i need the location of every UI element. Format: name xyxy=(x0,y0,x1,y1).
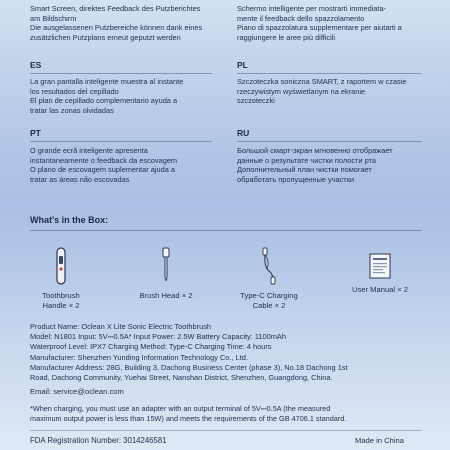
pl-line: szczoteczki xyxy=(237,96,275,106)
made-in-label: Made in China xyxy=(355,436,404,445)
box-item-brush-head xyxy=(116,247,216,301)
pt-line: instantaneamente o feedback da escovagem xyxy=(30,155,178,165)
box-item-handle xyxy=(11,247,111,311)
it-description xyxy=(237,4,427,42)
pl-description xyxy=(237,77,427,106)
spec-line: Waterproof Level: IPX7 Charging Method: Type-C Charging Time: 4 hours xyxy=(30,342,272,352)
es-line: tratar las zonas olvidadas xyxy=(30,105,114,115)
ru-line: Большой смарт-экран мгновенно отображает xyxy=(237,146,393,155)
spec-line: Manufacturer: Shenzhen Yunding Information Technology Co., Ltd. xyxy=(30,352,248,362)
spec-line: Model: N1801 Input: 5V⎓0.5A* Input Power: 2.5W Battery Capacity: 1100mAh xyxy=(30,332,286,342)
it-line: mente il feedback dello spazzolamento xyxy=(237,13,365,23)
spec-line: Manufacturer Address: 28G, Building 3, Dachong Business Center (phase 3), No.18 Dachong 1st xyxy=(30,362,348,372)
es-line: El plan de cepillado complementario ayuda a xyxy=(30,96,178,106)
pt-heading: PT xyxy=(30,128,212,142)
es-heading: ES xyxy=(30,60,212,74)
ru-heading: RU xyxy=(237,128,422,142)
fda-registration: FDA Registration Number: 3014246581 xyxy=(30,436,167,445)
note-line: *When charging, you must use an adapter with an output terminal of 5V⎓0.5A (the measured xyxy=(30,404,331,413)
pt-description xyxy=(30,146,220,184)
toothbrush-handle-icon xyxy=(54,247,68,285)
pt-line: tratar as áreas não escovadas xyxy=(30,174,130,184)
pl-heading: PL xyxy=(237,60,422,74)
it-line: raggiungere le aree più difficili xyxy=(237,32,336,42)
spec-line: Road, Dachong Community, Yuehai Street, Nanshan District, Shenzhen, Guangdong, China. xyxy=(30,373,333,383)
es-description xyxy=(30,77,220,115)
note-line: maximum output power is less than 15W) and meets the requirements of the GB 4706.1 standard. xyxy=(30,414,347,423)
it-line: Piano di spazzolatura supplementare per aiutarti a xyxy=(237,23,402,33)
de-line: Smart Screen, direktes Feedback des Putzberichtes xyxy=(30,4,201,13)
spec-line: Product Name: Oclean X Lite Sonic Electric Toothbrush xyxy=(30,322,212,331)
ru-line: Дополнительный план чистки помогает xyxy=(237,165,372,175)
de-line: am Bildschirm xyxy=(30,13,77,23)
user-manual-icon xyxy=(369,253,391,279)
de-line: Die ausgelassenen Putzbereiche können dank eines xyxy=(30,23,203,33)
pl-line: Szczoteczka soniczna SMART, z raportem w czasie xyxy=(237,77,407,86)
pl-line: rzeczywistym wyświetlanym na ekranie xyxy=(237,86,366,96)
ru-line: обработать пропущенные участки xyxy=(237,174,355,184)
cable-label-line2: Cable × 2 xyxy=(252,301,286,310)
de-line: zusätzlichen Putzplans erneut geputzt werden xyxy=(30,32,181,42)
handle-label-line2: Handle × 2 xyxy=(42,301,80,310)
product-specs xyxy=(30,322,430,383)
it-line: Schermo intelligente per mostrarti immediata- xyxy=(237,4,387,13)
ru-line: данные о результате чистки полости рта xyxy=(237,155,376,165)
pt-line: O plano de escovagem suplementar ajuda a xyxy=(30,165,176,175)
cable-label-line1: Type-C Charging xyxy=(240,291,298,300)
pt-line: O grande ecrã inteligente apresenta xyxy=(30,146,148,155)
manual-label: User Manual × 2 xyxy=(352,285,408,294)
box-contents-title: What's in the Box: xyxy=(30,215,109,225)
es-line: los resultados del cepillado xyxy=(30,86,119,96)
brush-head-icon xyxy=(159,247,173,285)
handle-label-line1: Toothbrush xyxy=(42,291,80,300)
charging-note xyxy=(30,404,426,424)
es-line: La gran pantalla inteligente muestra al instante xyxy=(30,77,184,86)
brush-head-label: Brush Head × 2 xyxy=(139,291,193,300)
box-item-manual xyxy=(330,247,430,295)
footer-divider xyxy=(30,430,422,431)
support-email: Email: service@oclean.com xyxy=(30,387,124,396)
de-description xyxy=(30,4,220,42)
box-divider xyxy=(30,230,422,231)
charging-cable-icon xyxy=(261,247,277,285)
box-item-cable xyxy=(219,247,319,311)
ru-description xyxy=(237,146,427,184)
